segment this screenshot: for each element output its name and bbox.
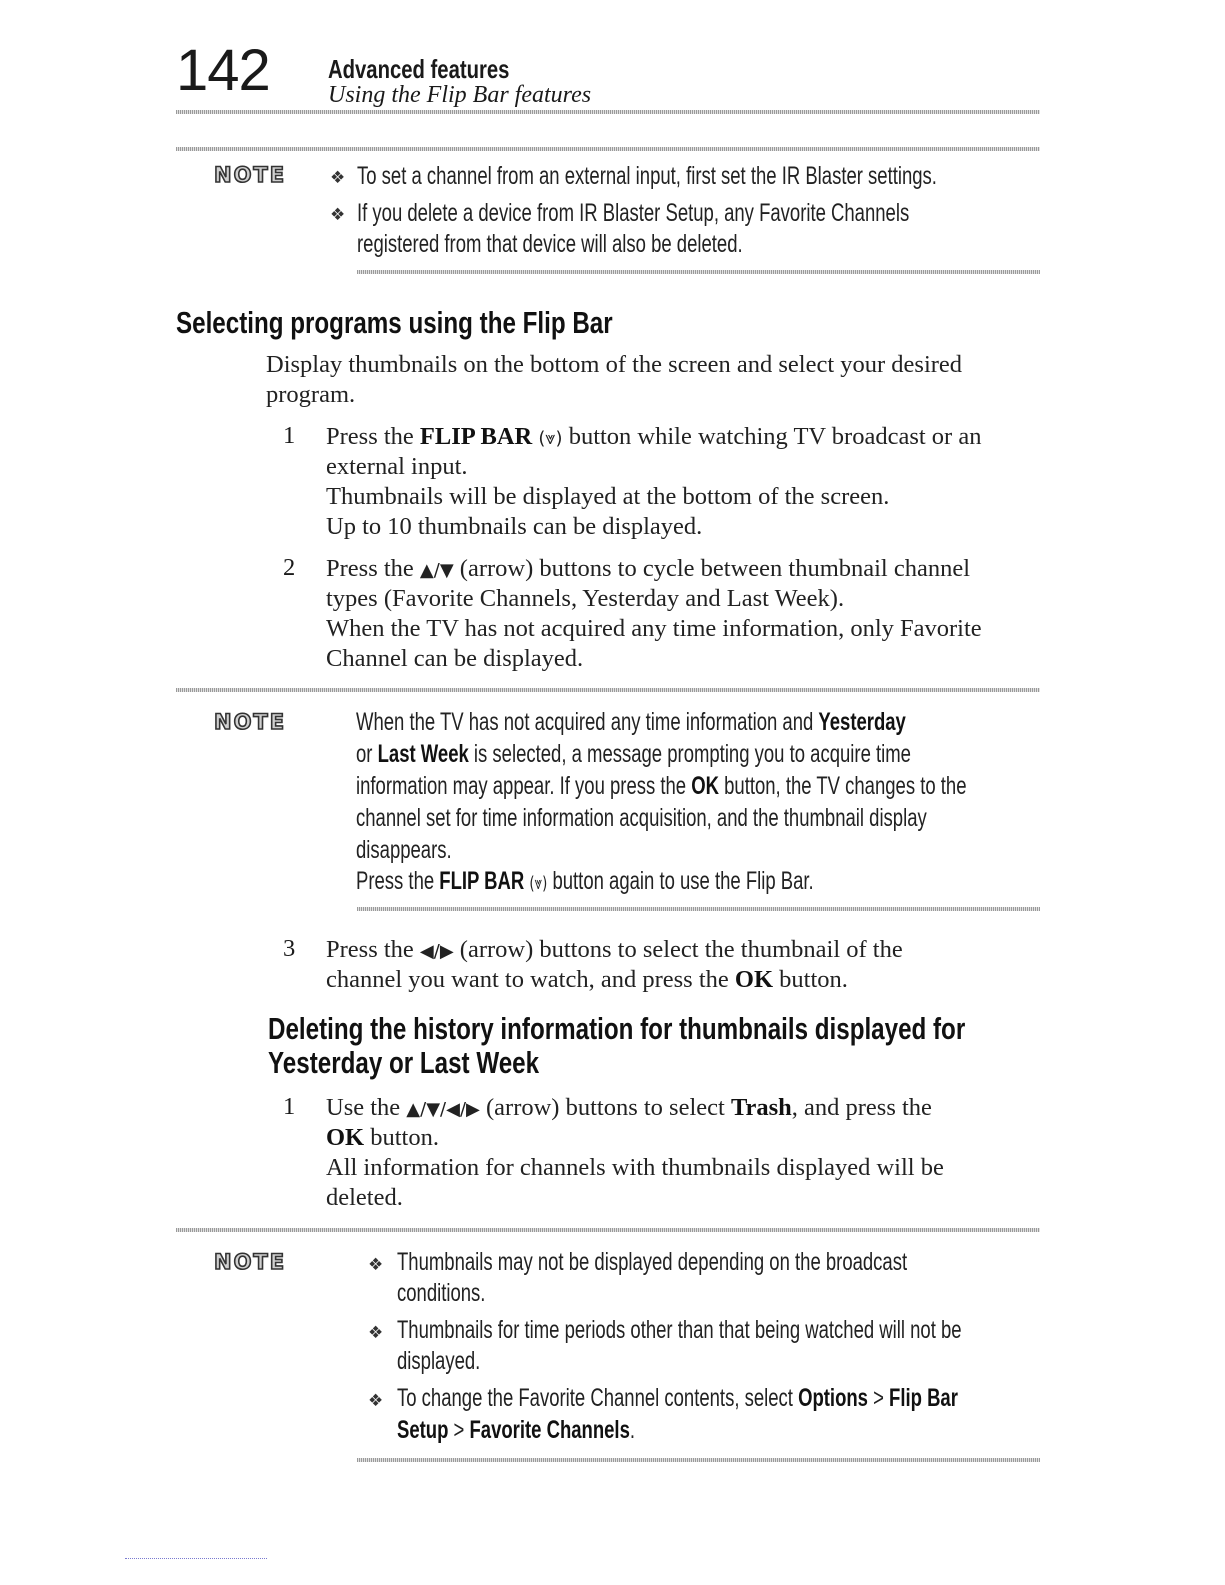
step-text: Press the ▲/▼ (arrow) buttons to cycle between thumbnail channel bbox=[326, 555, 971, 582]
note-bottom-rule bbox=[357, 1458, 1040, 1462]
chapter-title: Advanced features bbox=[328, 54, 510, 84]
step-text: Use the ▲/▼/◀/▶ (arrow) buttons to select Trash, and press the bbox=[326, 1094, 932, 1121]
step-text: channel you want to watch, and press the OK button. bbox=[326, 966, 848, 993]
intro-text: Display thumbnails on the bottom of the screen and select your desired bbox=[266, 351, 963, 378]
step-number: 2 bbox=[283, 554, 296, 581]
note-text: information may appear. If you press the OK button, the TV changes to the bbox=[356, 772, 967, 800]
note-top-rule bbox=[176, 688, 1040, 692]
note-text: channel set for time information acquisition, and the thumbnail display bbox=[356, 804, 927, 832]
note-label: NOTE bbox=[214, 163, 287, 187]
note-top-rule bbox=[176, 1228, 1040, 1232]
note-bullet-cont: conditions. bbox=[397, 1279, 486, 1307]
step-text: When the TV has not acquired any time information, only Favorite bbox=[326, 615, 982, 642]
section-title: Using the Flip Bar features bbox=[328, 82, 592, 108]
note-bullet-cont: registered from that device will also be deleted. bbox=[357, 230, 743, 258]
note-bottom-rule bbox=[357, 270, 1040, 274]
intro-text: program. bbox=[266, 381, 356, 408]
step-text: Channel can be displayed. bbox=[326, 645, 584, 672]
four-way-arrow-icon: ▲/▼/◀/▶ bbox=[406, 1099, 480, 1120]
heading-selecting-programs: Selecting programs using the Flip Bar bbox=[176, 305, 613, 340]
flip-bar-icon: (⩔) bbox=[529, 873, 548, 894]
note-text: or Last Week is selected, a message prompting you to acquire time bbox=[356, 740, 911, 768]
note-bullet: To change the Favorite Channel contents, select Options > Flip Bar bbox=[397, 1384, 958, 1412]
note-bullet: To set a channel from an external input, first set the IR Blaster settings. bbox=[357, 162, 937, 190]
flip-bar-icon: (⩔) bbox=[538, 428, 563, 449]
step-text: Thumbnails will be displayed at the bottom of the screen. bbox=[326, 483, 890, 510]
note-bullet: Thumbnails for time periods other than that being watched will not be bbox=[397, 1316, 962, 1344]
step-text: Press the FLIP BAR (⩔) button while watching TV broadcast or an bbox=[326, 422, 981, 454]
note-bullet-cont: displayed. bbox=[397, 1347, 481, 1375]
step-number: 1 bbox=[283, 1093, 296, 1120]
header-rule bbox=[176, 110, 1040, 114]
note-label: NOTE bbox=[214, 710, 287, 734]
heading-deleting-history: Yesterday or Last Week bbox=[268, 1045, 540, 1080]
note-label: NOTE bbox=[214, 1250, 287, 1274]
bullet-icon: ❖ bbox=[368, 1391, 384, 1411]
note-bullet: If you delete a device from IR Blaster Setup, any Favorite Channels bbox=[357, 199, 910, 227]
footer-line bbox=[125, 1558, 267, 1559]
step-text: All information for channels with thumbnails displayed will be bbox=[326, 1154, 944, 1181]
left-right-arrow-icon: ◀/▶ bbox=[419, 941, 454, 962]
bullet-icon: ❖ bbox=[368, 1323, 384, 1343]
up-down-arrow-icon: ▲/▼ bbox=[419, 560, 454, 581]
step-text: Press the ◀/▶ (arrow) buttons to select the thumbnail of the bbox=[326, 936, 903, 963]
step-number: 3 bbox=[283, 935, 296, 962]
bullet-icon: ❖ bbox=[330, 205, 346, 225]
heading-deleting-history: Deleting the history information for thumbnails displayed for bbox=[268, 1011, 966, 1046]
step-text: external input. bbox=[326, 453, 468, 480]
note-bullet: Thumbnails may not be displayed depending on the broadcast bbox=[397, 1248, 908, 1276]
step-text: deleted. bbox=[326, 1184, 403, 1211]
note-top-rule bbox=[176, 147, 1040, 151]
step-number: 1 bbox=[283, 422, 296, 449]
note-text: Press the FLIP BAR (⩔) button again to use the Flip Bar. bbox=[356, 867, 814, 895]
note-text: When the TV has not acquired any time information and Yesterday bbox=[356, 708, 906, 736]
step-text: Up to 10 thumbnails can be displayed. bbox=[326, 513, 703, 540]
bullet-icon: ❖ bbox=[330, 168, 346, 188]
note-bullet-cont: Setup > Favorite Channels. bbox=[397, 1416, 636, 1444]
page-number: 142 bbox=[176, 38, 270, 103]
step-text: OK button. bbox=[326, 1124, 439, 1151]
step-text: types (Favorite Channels, Yesterday and Last Week). bbox=[326, 585, 845, 612]
note-bottom-rule bbox=[357, 907, 1040, 911]
note-text: disappears. bbox=[356, 836, 452, 864]
bullet-icon: ❖ bbox=[368, 1255, 384, 1275]
